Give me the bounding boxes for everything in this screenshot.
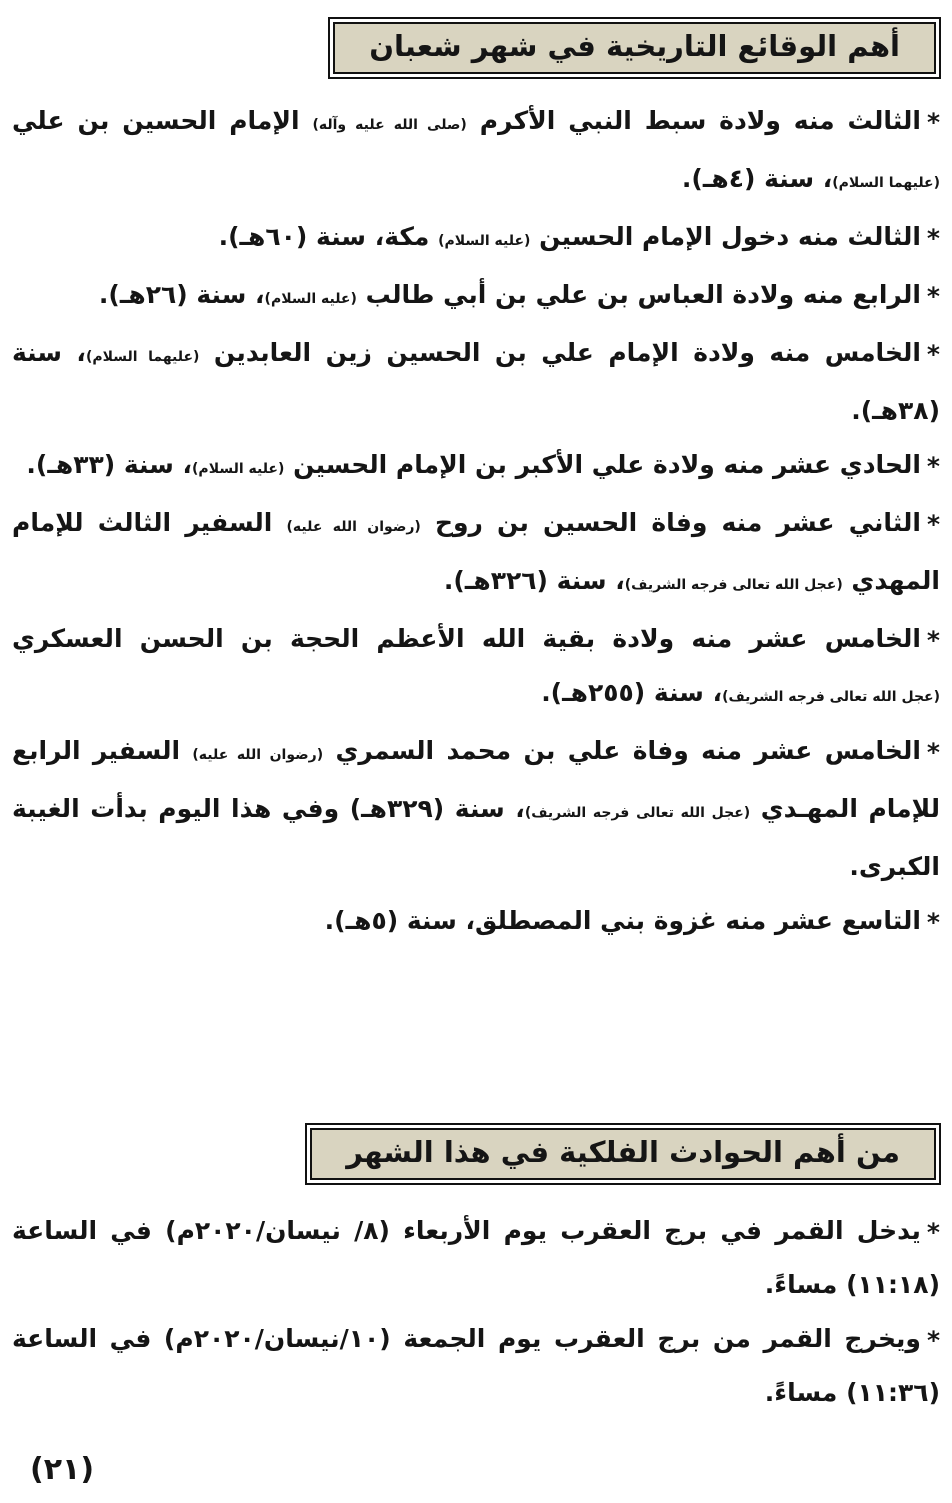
list-item (12, 724, 940, 894)
event-text: ، سنة (٣٢٩هـ) وفي هذا اليوم بدأت الغيبة الكبرى. (12, 794, 940, 881)
list-item (12, 438, 940, 496)
event-text: الرابع منه ولادة العباس بن علي بن أبي طالب (356, 280, 921, 309)
section-header-box (333, 22, 936, 74)
event-text: السفير الثالث للإمام المهدي (12, 508, 940, 595)
list-item (12, 1204, 940, 1312)
list-item (12, 210, 940, 268)
list-item (12, 894, 940, 948)
event-text: الخامس عشر منه وفاة علي بن محمد السمري (323, 736, 921, 765)
event-text: ويخرج القمر من برج العقرب يوم الجمعة (١٠/نيسان/٢٠٢٠م) في الساعة (١١:٣٦) مساءً. (12, 1324, 940, 1407)
section-astronomical-events (10, 1122, 942, 1420)
honorific-text: (رضوان الله عليه) (192, 747, 324, 763)
list-item (12, 268, 940, 326)
section-historical-events (10, 22, 942, 948)
event-text: ، سنة (٣٢٦هـ). (443, 566, 625, 595)
bullet-star-icon: * (926, 452, 940, 481)
list-item (12, 496, 940, 612)
honorific-text: (عليه السلام) (192, 461, 285, 477)
bullet-star-icon: * (926, 340, 940, 369)
list-item (12, 1312, 940, 1420)
section-header-box (310, 1128, 936, 1180)
honorific-text: (عجل الله تعالى فرجه الشريف) (624, 577, 843, 593)
honorific-text: (عليه السلام) (438, 233, 531, 249)
event-list (10, 94, 942, 948)
event-text: الثاني عشر منه وفاة الحسين بن روح (420, 508, 921, 537)
section-title: من أهم الحوادث الفلكية في هذا الشهر (346, 1135, 900, 1169)
honorific-text: (عليهما السلام) (85, 349, 200, 365)
event-text: ، سنة (٣٣هـ). (26, 450, 193, 479)
bullet-star-icon: * (926, 510, 941, 539)
event-text: مكة، سنة (٦٠هـ). (218, 222, 439, 251)
honorific-text: (عجل الله تعالى فرجه الشريف) (524, 805, 751, 821)
event-text: السفير الرابع للإمام المهـدي (12, 736, 941, 823)
list-item (12, 326, 940, 438)
page-number: (٢١) (30, 1452, 95, 1487)
bullet-star-icon: * (926, 908, 940, 937)
event-text: الخامس منه ولادة الإمام علي بن الحسين زين العابدين (199, 338, 921, 367)
event-text: يدخل القمر في برج العقرب يوم الأربعاء (٨/ نيسان/٢٠٢٠م) في الساعة (١١:١٨) مساءً. (12, 1216, 940, 1299)
event-text: الحادي عشر منه ولادة علي الأكبر بن الإمام الحسين (284, 450, 921, 479)
list-item (12, 612, 940, 724)
bullet-star-icon: * (926, 1326, 941, 1355)
bullet-star-icon: * (926, 626, 940, 655)
event-text: ، سنة (٢٥٥هـ). (541, 678, 723, 707)
honorific-text: (عليهما السلام) (832, 175, 940, 191)
list-item (12, 94, 940, 210)
honorific-text: (عجل الله تعالى فرجه الشريف) (722, 689, 940, 705)
event-list (10, 1204, 942, 1420)
event-text: الخامس عشر منه ولادة بقية الله الأعظم الحجة بن الحسن العسكري (12, 624, 921, 653)
bullet-star-icon: * (926, 224, 940, 253)
bullet-star-icon: * (926, 108, 941, 137)
event-text: ، سنة (٣٨هـ). (12, 338, 940, 425)
bullet-star-icon: * (926, 738, 940, 767)
event-text: ، سنة (٤هـ). (681, 164, 833, 193)
bullet-star-icon: * (926, 1218, 940, 1247)
event-text: ، سنة (٢٦هـ). (98, 280, 265, 309)
event-text: الثالث منه ولادة سبط النبي الأكرم (466, 106, 921, 135)
bullet-star-icon: * (926, 282, 940, 311)
section-title: أهم الوقائع التاريخية في شهر شعبان (369, 29, 900, 63)
event-text: التاسع عشر منه غزوة بني المصطلق، سنة (٥هـ). (324, 906, 921, 935)
honorific-text: (صلى الله عليه وآله) (312, 117, 467, 133)
event-text: الإمام الحسين بن علي (12, 106, 313, 135)
event-text: الثالث منه دخول الإمام الحسين (530, 222, 921, 251)
honorific-text: (رضوان الله عليه) (286, 519, 421, 535)
honorific-text: (عليه السلام) (264, 291, 357, 307)
